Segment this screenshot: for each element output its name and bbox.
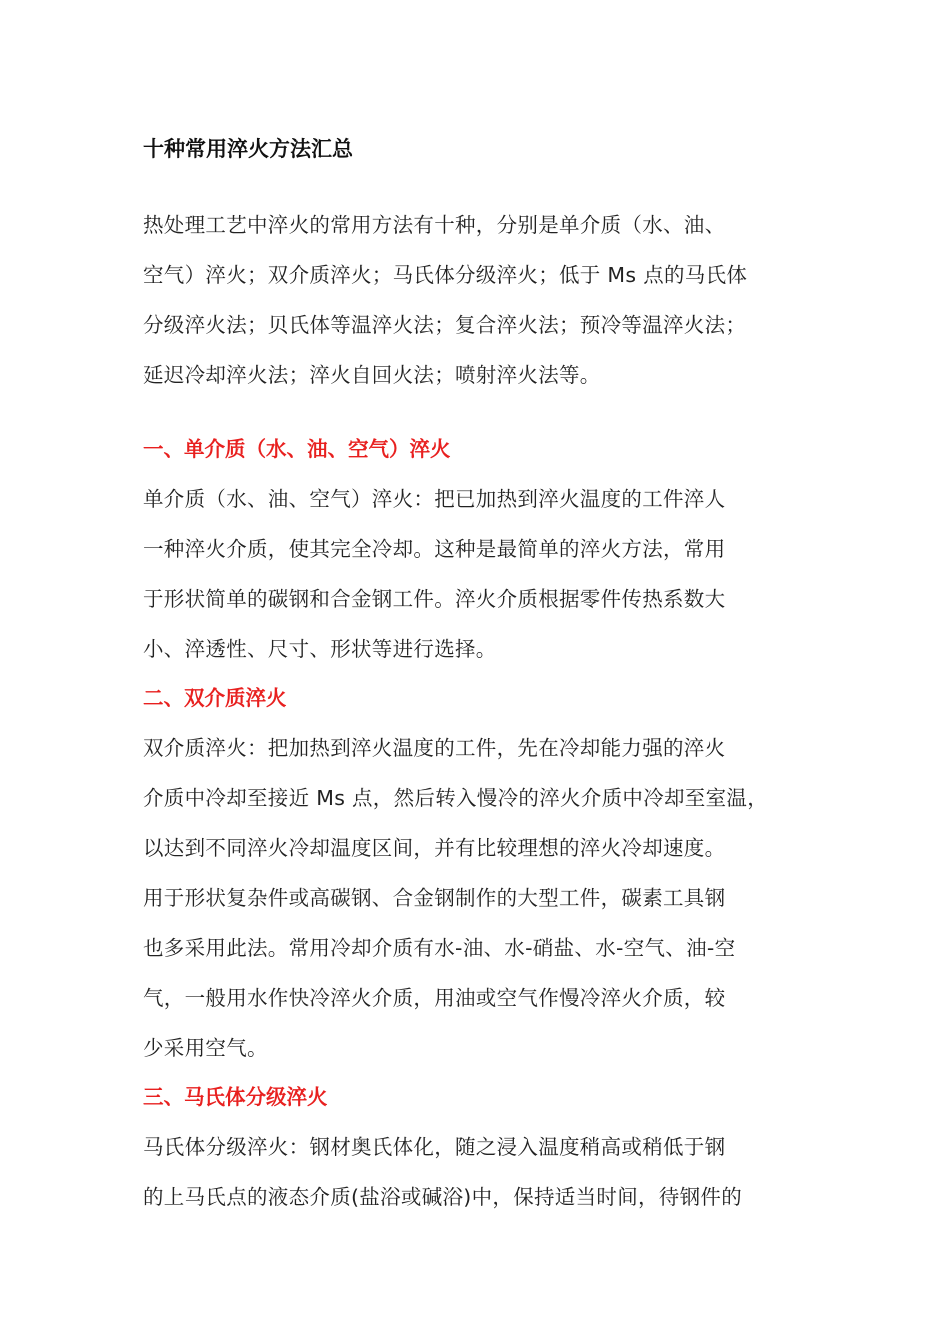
section-1-heading: 一、单介质（水、油、空气）淬火 bbox=[143, 437, 451, 461]
section-2-line: 也多采用此法。常用冷却介质有水-油、水-硝盐、水-空气、油-空 bbox=[143, 936, 736, 960]
intro-line: 热处理工艺中淬火的常用方法有十种，分别是单介质（水、油、 bbox=[143, 213, 726, 237]
section-3-heading: 三、马氏体分级淬火 bbox=[143, 1085, 328, 1109]
section-1-line: 一种淬火介质，使其完全冷却。这种是最简单的淬火方法，常用 bbox=[143, 537, 726, 561]
section-2-line: 介质中冷却至接近 Ms 点，然后转入慢冷的淬火介质中冷却至室温， bbox=[143, 786, 768, 810]
section-2-line: 以达到不同淬火冷却温度区间，并有比较理想的淬火冷却速度。 bbox=[143, 836, 726, 860]
section-2-line: 少采用空气。 bbox=[143, 1036, 268, 1060]
section-1-paragraph bbox=[143, 474, 813, 674]
section-2-line: 双介质淬火：把加热到淬火温度的工件，先在冷却能力强的淬火 bbox=[143, 736, 726, 760]
section-2-heading: 二、双介质淬火 bbox=[143, 686, 287, 710]
intro-paragraph bbox=[143, 200, 813, 400]
section-3-line: 的上马氏点的液态介质(盐浴或碱浴)中，保持适当时间，待钢件的 bbox=[143, 1185, 742, 1209]
section-1-line: 小、淬透性、尺寸、形状等进行选择。 bbox=[143, 637, 497, 661]
section-1-line: 单介质（水、油、空气）淬火：把已加热到淬火温度的工件淬人 bbox=[143, 487, 726, 511]
intro-line: 分级淬火法；贝氏体等温淬火法；复合淬火法；预冷等温淬火法； bbox=[143, 313, 747, 337]
section-2-line: 气，一般用水作快冷淬火介质，用油或空气作慢冷淬火介质，较 bbox=[143, 986, 726, 1010]
section-3-paragraph bbox=[143, 1122, 813, 1222]
section-3-line: 马氏体分级淬火：钢材奥氏体化，随之浸入温度稍高或稍低于钢 bbox=[143, 1135, 726, 1159]
intro-line: 延迟冷却淬火法；淬火自回火法；喷射淬火法等。 bbox=[143, 363, 601, 387]
document-title: 十种常用淬火方法汇总 bbox=[143, 137, 353, 161]
intro-line: 空气）淬火；双介质淬火；马氏体分级淬火；低于 Ms 点的马氏体 bbox=[143, 263, 748, 287]
section-1-line: 于形状简单的碳钢和合金钢工件。淬火介质根据零件传热系数大 bbox=[143, 587, 726, 611]
section-2-paragraph bbox=[143, 723, 813, 1073]
section-2-line: 用于形状复杂件或高碳钢、合金钢制作的大型工件，碳素工具钢 bbox=[143, 886, 726, 910]
